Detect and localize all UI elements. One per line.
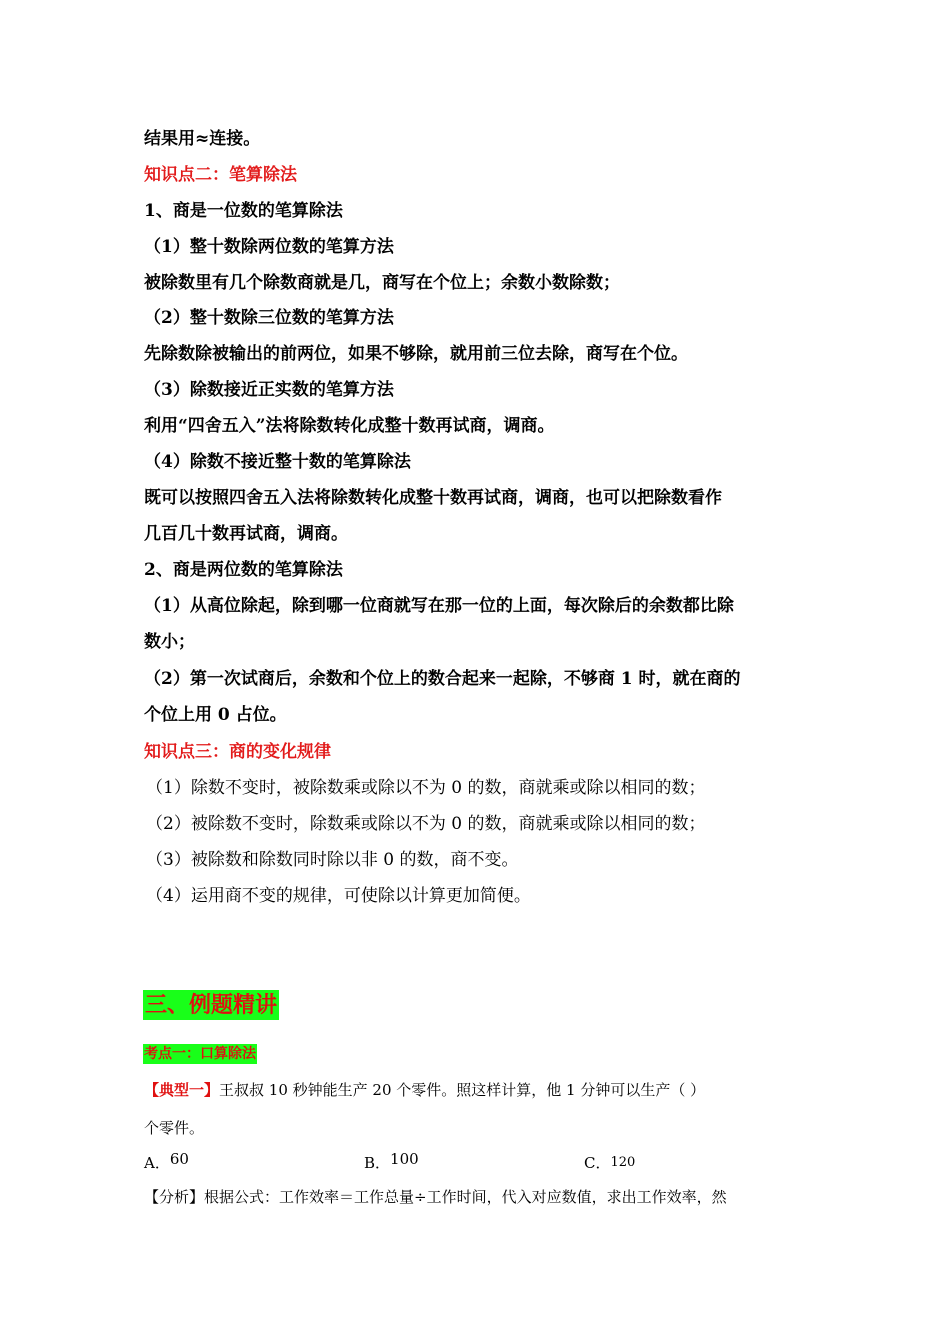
text-line: （3）除数接近正实数的笔算方法 bbox=[144, 380, 394, 400]
question-line-2: 个零件。 bbox=[144, 1119, 205, 1137]
text-line: 几百几十数再试商，调商。 bbox=[144, 524, 348, 544]
question-line bbox=[144, 1078, 824, 1102]
analysis-line: 【分析】根据公式：工作效率＝工作总量÷工作时间，代入对应数值，求出工作效率，然 bbox=[144, 1188, 727, 1206]
question-tag: 【典型一】 bbox=[144, 1081, 220, 1099]
text-line: （4）除数不接近整十数的笔算除法 bbox=[144, 452, 411, 472]
text-line: （1）整十数除两位数的笔算方法 bbox=[144, 237, 394, 257]
text-line: 2、商是两位数的笔算除法 bbox=[144, 560, 343, 580]
text-line: （2）整十数除三位数的笔算方法 bbox=[144, 308, 394, 328]
text-line: （4）运用商不变的规律，可使除以计算更加简便。 bbox=[146, 886, 531, 906]
option-c-label: C． bbox=[584, 1154, 611, 1172]
text-line: 结果用≈连接。 bbox=[144, 129, 261, 149]
option-c-value: 120 bbox=[610, 1155, 636, 1170]
text-line: 既可以按照四舍五入法将除数转化成整十数再试商，调商，也可以把除数看作 bbox=[144, 488, 722, 508]
option-a-label: A． bbox=[144, 1154, 170, 1172]
text-line: （2）被除数不变时，除数乘或除以不为 0 的数，商就乘或除以相同的数； bbox=[146, 814, 706, 834]
option-a-value: 60 bbox=[169, 1150, 189, 1168]
text-line: 先除数除被输出的前两位，如果不够除，就用前三位去除，商写在个位。 bbox=[144, 344, 688, 364]
knowledge-point-heading: 知识点二：笔算除法 bbox=[144, 165, 297, 185]
text-line: 个位上用 0 占位。 bbox=[144, 705, 287, 725]
text-line: （2）第一次试商后，余数和个位上的数合起来一起除，不够商 1 时，就在商的 bbox=[144, 669, 741, 689]
text-line: 被除数里有几个除数商就是几，商写在个位上；余数小数除数； bbox=[144, 273, 620, 293]
question-text: 王叔叔 10 秒钟能生产 20 个零件。照这样计算，他 1 分钟可以生产（ ） bbox=[219, 1081, 706, 1099]
kaodian-heading: 考点一：口算除法 bbox=[144, 1046, 256, 1062]
option-a bbox=[144, 1152, 189, 1174]
option-b bbox=[364, 1152, 419, 1174]
option-b-value: 100 bbox=[390, 1150, 419, 1168]
option-b-label: B． bbox=[364, 1154, 391, 1172]
text-line: 利用“四舍五入”法将除数转化成整十数再试商，调商。 bbox=[144, 416, 555, 436]
text-line: （1）从高位除起，除到哪一位商就写在那一位的上面，每次除后的余数都比除 bbox=[144, 596, 734, 616]
knowledge-point-heading: 知识点三：商的变化规律 bbox=[144, 742, 331, 762]
text-line: （3）被除数和除数同时除以非 0 的数，商不变。 bbox=[146, 850, 519, 870]
text-line: （1）除数不变时，被除数乘或除以不为 0 的数，商就乘或除以相同的数； bbox=[146, 778, 706, 798]
text-line: 1、商是一位数的笔算除法 bbox=[144, 201, 343, 221]
option-c bbox=[584, 1152, 635, 1176]
text-line: 数小； bbox=[144, 632, 195, 652]
section-title: 三、例题精讲 bbox=[145, 992, 278, 1018]
